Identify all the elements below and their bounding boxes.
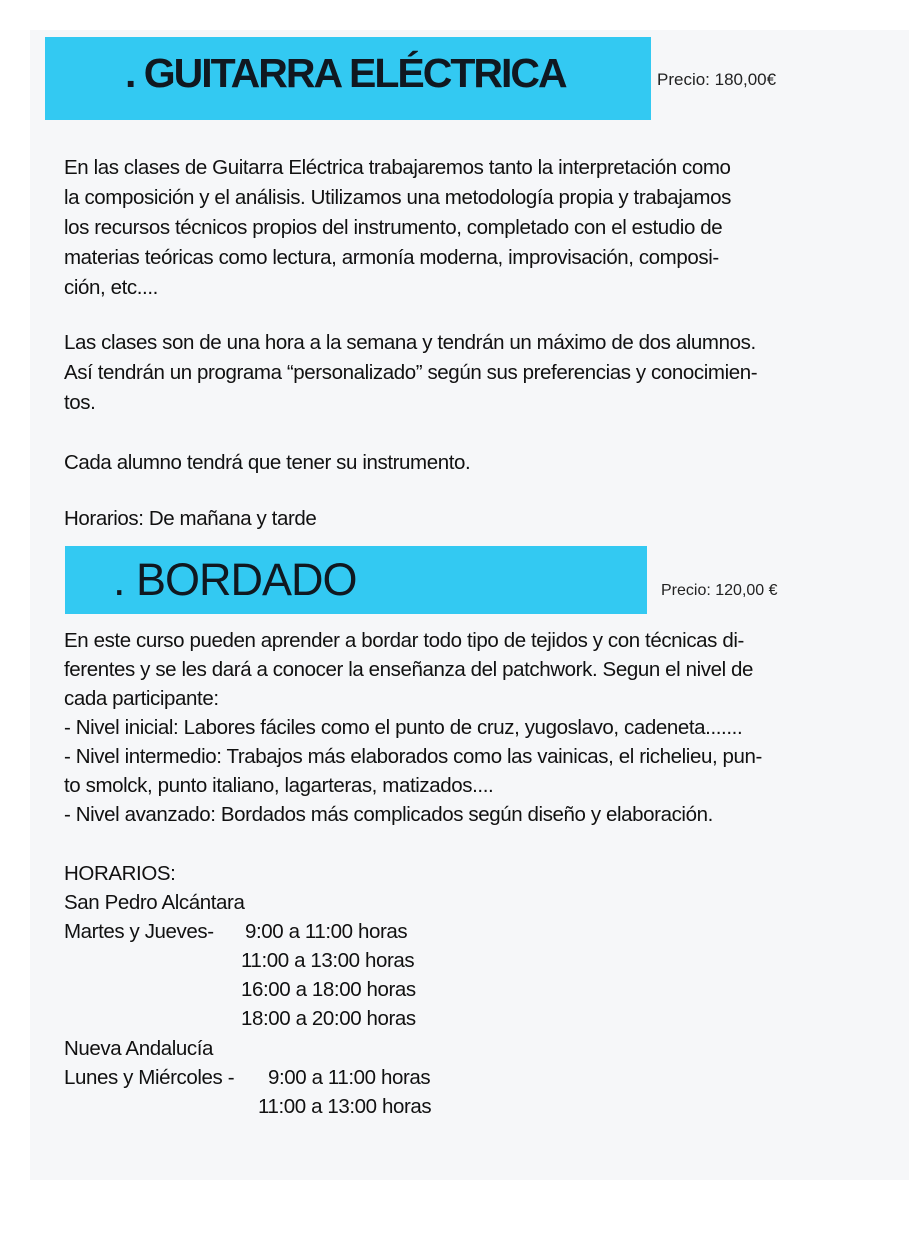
text-line: ción, etc.... [64,276,158,299]
bordado-description [64,626,854,829]
text-line: materias teóricas como lectura, armonía moderna, improvisación, composi- [64,246,719,269]
bordado-title: . BORDADO [113,554,357,605]
text-line: Así tendrán un programa “personalizado” según sus preferencias y conocimien- [64,361,758,384]
text-line: Cada alumno tendrá que tener su instrumento. [64,451,471,474]
text-line: En las clases de Guitarra Eléctrica trabajaremos tanto la interpretación como [64,156,731,179]
days-martes-jueves: Martes y Jueves- [64,920,214,943]
horarios-label: HORARIOS: [64,862,176,885]
text-line: Horarios: De mañana y tarde [64,507,317,530]
time-slot: 9:00 a 11:00 horas [245,920,408,943]
list-item: to smolck, punto italiano, lagarteras, matizados.... [64,774,494,797]
time-slot: 9:00 a 11:00 horas [268,1066,431,1089]
list-item: - Nivel intermedio: Trabajos más elaborados como las vainicas, el richelieu, pun- [64,745,762,768]
text-line: los recursos técnicos propios del instrumento, completado con el estudio de [64,216,723,239]
days-lunes-miercoles: Lunes y Miércoles - [64,1066,235,1089]
text-line: Las clases son de una hora a la semana y tendrán un máximo de dos alumnos. [64,331,756,354]
text-line: ferentes y se les dará a conocer la enseñanza del patchwork. Segun el nivel de [64,658,754,681]
list-item: - Nivel avanzado: Bordados más complicados según diseño y elaboración. [64,803,713,826]
time-slot: 18:00 a 20:00 horas [241,1007,416,1030]
text-line: En este curso pueden aprender a bordar todo tipo de tejidos y con técnicas di- [64,629,744,652]
location-nueva-andalucia: Nueva Andalucía [64,1037,214,1060]
time-slot: 11:00 a 13:00 horas [241,949,415,972]
text-line: tos. [64,391,96,414]
guitar-instrument-note [64,448,854,478]
guitar-schedule [64,504,854,534]
text-line: cada participante: [64,687,219,710]
guitar-class-info [64,328,854,418]
guitar-price: Precio: 180,00€ [657,70,777,89]
location-san-pedro: San Pedro Alcántara [64,891,245,914]
guitar-description [64,153,854,303]
text-line: la composición y el análisis. Utilizamos una metodología propia y trabajamos [64,186,731,209]
time-slot: 16:00 a 18:00 horas [241,978,416,1001]
time-slot: 11:00 a 13:00 horas [258,1095,432,1118]
list-item: - Nivel inicial: Labores fáciles como el punto de cruz, yugoslavo, cadeneta....... [64,716,743,739]
guitar-title: . GUITARRA ELÉCTRICA [125,50,566,96]
bordado-price: Precio: 120,00 € [661,582,778,599]
